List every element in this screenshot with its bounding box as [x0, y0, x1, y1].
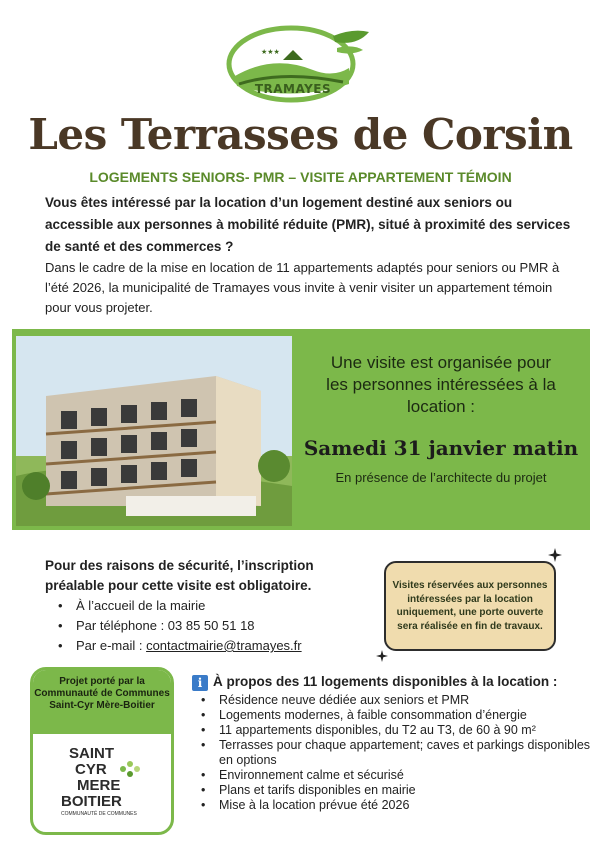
community-box [30, 667, 174, 835]
banner-announcement [292, 352, 590, 418]
about-item: Mise à la location prévue été 2026 [219, 798, 410, 812]
registration-title-line-1: Pour des raisons de sécurité, l’inscription [45, 558, 314, 573]
list-item [201, 798, 591, 813]
logo-line: CYR [75, 761, 107, 778]
list-item [58, 616, 378, 636]
registration-email-prefix: Par e-mail : [76, 638, 147, 653]
bullet-icon: • [201, 708, 206, 722]
logo-line: MERE [77, 777, 121, 794]
registration-phone: Par téléphone : 03 85 50 51 18 [76, 618, 255, 633]
notice-text: Visites réservées aux personnes intéressées par la location uniquement, une porte ouverte sera réalisée en fin de travaux. [392, 580, 548, 632]
intro-question: Vous êtes intéressé par la location d’un logement destiné aux seniors ou accessible aux personnes à mobilité réduite (PMR), situé à proximité des services de santé et des commerces ? [45, 195, 571, 254]
list-item [201, 693, 591, 708]
registration-list [58, 596, 378, 656]
banner-line-2: les personnes intéressées à la [326, 375, 556, 394]
logo-line: BOITIER [61, 793, 122, 810]
list-item [58, 636, 378, 656]
bullet-icon: • [201, 783, 206, 797]
info-icon: i [192, 675, 208, 691]
svg-text:★★★: ★★★ [261, 48, 280, 56]
page-subtitle: LOGEMENTS SENIORS- PMR – VISITE APPARTEMENT TÉMOIN [89, 169, 512, 185]
about-list [201, 693, 591, 813]
about-item: Environnement calme et sécurisé [219, 768, 404, 782]
bullet-icon: • [201, 723, 206, 737]
bullet-icon: • [58, 598, 63, 613]
email-link[interactable]: contactmairie@tramayes.fr [146, 638, 302, 653]
logo-text: TRAMAYES [254, 82, 332, 96]
sparkle-icon [376, 650, 388, 662]
logo-line: SAINT [69, 745, 114, 762]
banner-line-3: location : [406, 397, 476, 416]
visit-date: Samedi 31 janvier matin [303, 436, 579, 460]
bullet-icon: • [201, 693, 206, 707]
sparkle-icon [548, 548, 562, 562]
about-item: 11 appartements disponibles, du T2 au T3, de 60 à 90 m² [219, 723, 536, 737]
notice-box [384, 561, 556, 651]
building-photo [16, 336, 292, 526]
banner-line-1: Une visite est organisée pour [330, 353, 552, 372]
list-item [201, 783, 591, 798]
bullet-icon: • [58, 618, 63, 633]
leaf-icon [119, 759, 141, 779]
about-item: Logements modernes, à faible consommation d’énergie [219, 708, 527, 722]
registration-title [45, 556, 375, 596]
about-item: Résidence neuve dédiée aux seniors et PMR [219, 693, 470, 707]
list-item [201, 738, 591, 768]
about-item: Plans et tarifs disponibles en mairie [219, 783, 416, 797]
list-item [201, 768, 591, 783]
architect-note: En présence de l’architecte du projet [335, 470, 547, 485]
about-item: Terrasses pour chaque appartement; caves et parkings disponibles en options [219, 738, 591, 767]
about-title: À propos des 11 logements disponibles à la location : [213, 674, 558, 689]
community-heading: Projet porté par la Communauté de Communes Saint-Cyr Mère-Boitier [33, 670, 171, 734]
bullet-icon: • [201, 798, 206, 812]
saint-cyr-logo [47, 745, 157, 825]
registration-mairie: À l’accueil de la mairie [76, 598, 206, 613]
list-item [201, 708, 591, 723]
bullet-icon: • [58, 638, 63, 653]
list-item [201, 723, 591, 738]
intro-paragraph: Dans le cadre de la mise en location de 11 appartements adaptés pour seniors ou PMR à l’été 2026, la municipalité de Tramayes vous invite à venir visiter un appartement témoin pour vous projeter. [45, 260, 560, 315]
logo-caption: COMMUNAUTÉ DE COMMUNES [61, 811, 137, 817]
registration-title-line-2: préalable pour cette visite est obligatoire. [45, 578, 312, 593]
bullet-icon: • [201, 768, 206, 782]
bullet-icon: • [201, 738, 206, 752]
list-item [58, 596, 378, 616]
page-title: Les Terrasses de Corsin [28, 110, 573, 159]
